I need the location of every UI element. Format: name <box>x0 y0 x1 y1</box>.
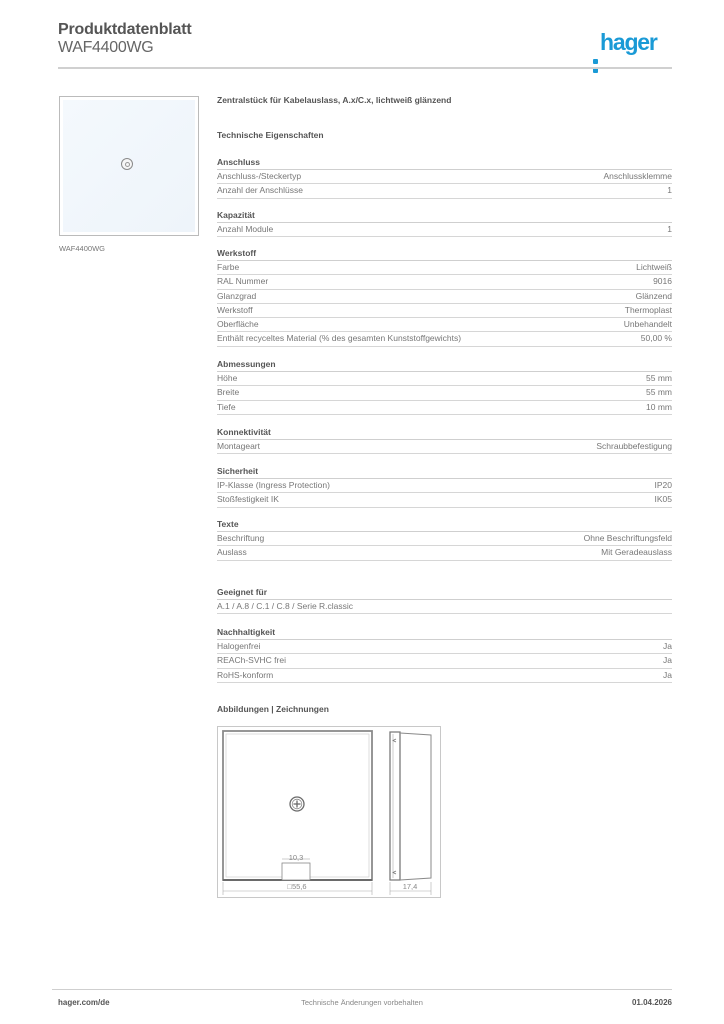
row-label: REACh-SVHC frei <box>217 655 286 666</box>
table-row <box>217 479 672 493</box>
row-value: 55 mm <box>646 373 672 383</box>
table-row <box>217 318 672 332</box>
row-value: Ohne Beschriftungsfeld <box>583 533 672 543</box>
row-value: Unbehandelt <box>623 319 672 330</box>
row-label: Oberfläche <box>217 319 259 330</box>
row-value: IK05 <box>654 494 672 505</box>
row-value: 1 <box>667 224 672 234</box>
row-value: Glänzend <box>635 290 672 301</box>
dim-opening: 10,3 <box>288 853 304 862</box>
section-sicherheit <box>217 465 672 508</box>
row-value: Thermoplast <box>624 304 672 315</box>
section-title: Geeignet für <box>217 586 672 600</box>
table-row <box>217 493 672 507</box>
row-label: Montageart <box>217 441 260 451</box>
product-image <box>59 96 199 236</box>
table-row <box>217 184 672 198</box>
table-row <box>217 223 672 237</box>
header-divider <box>58 67 672 69</box>
row-label: Enthält recyceltes Material (% des gesamten Kunststoffgewichts) <box>217 333 462 344</box>
section-title: Konnektivität <box>217 426 672 440</box>
row-value: 9016 <box>653 276 672 287</box>
row-value: Anschlussklemme <box>603 171 672 181</box>
footer-date: 01.04.2026 <box>631 998 672 1007</box>
section-nachhaltigkeit <box>217 626 672 683</box>
row-label: Glanzgrad <box>217 290 257 301</box>
product-code: WAF4400WG <box>58 39 154 56</box>
dim-width: □55,6 <box>287 882 307 891</box>
row-label: Farbe <box>217 262 240 272</box>
section-kapazitaet <box>217 209 672 237</box>
footer-divider <box>52 989 672 990</box>
tech-properties-title: Technische Eigenschaften <box>217 130 324 140</box>
table-row <box>217 261 672 275</box>
section-title: Texte <box>217 518 672 532</box>
footer-disclaimer: Technische Änderungen vorbehalten <box>301 998 423 1007</box>
hager-logo <box>593 28 657 56</box>
section-title: Anschluss <box>217 156 672 170</box>
row-label: A.1 / A.8 / C.1 / C.8 / Serie R.classic <box>217 601 354 611</box>
table-row <box>217 372 672 386</box>
footer-website-link[interactable]: hager.com/de <box>58 998 110 1007</box>
row-label: RoHS-konform <box>217 669 274 680</box>
row-value: Schraubbefestigung <box>596 441 672 451</box>
section-abbildungen <box>217 704 672 714</box>
row-value: 55 mm <box>646 387 672 398</box>
row-label: Tiefe <box>217 401 236 412</box>
row-value: IP20 <box>654 480 672 490</box>
table-row <box>217 546 672 560</box>
section-texte <box>217 518 672 561</box>
row-value: Ja <box>663 669 672 680</box>
row-value: Mit Geradeauslass <box>601 547 672 558</box>
section-title: Werkstoff <box>217 247 672 261</box>
table-row <box>217 170 672 184</box>
section-geeignet-fuer <box>217 586 672 614</box>
table-row <box>217 654 672 668</box>
section-title: Nachhaltigkeit <box>217 626 672 640</box>
section-konnektivitaet <box>217 426 672 454</box>
row-label: RAL Nummer <box>217 276 269 287</box>
table-row <box>217 640 672 654</box>
row-label: Anschluss-/Steckertyp <box>217 171 302 181</box>
table-row <box>217 386 672 400</box>
row-label: Höhe <box>217 373 238 383</box>
table-row <box>217 532 672 546</box>
row-label: Auslass <box>217 547 247 558</box>
section-title: Abbildungen | Zeichnungen <box>217 704 329 714</box>
section-title: Kapazität <box>217 209 672 223</box>
technical-drawing <box>217 726 441 898</box>
row-label: Beschriftung <box>217 533 265 543</box>
section-title: Abmessungen <box>217 358 672 372</box>
page-title: Produktdatenblatt <box>58 21 192 38</box>
table-row <box>217 600 672 614</box>
section-abmessungen <box>217 358 672 415</box>
row-value: Ja <box>663 655 672 666</box>
row-value: 10 mm <box>646 401 672 412</box>
section-anschluss <box>217 156 672 199</box>
product-description: Zentralstück für Kabelauslass, A.x/C.x, lichtweiß glänzend <box>217 95 452 105</box>
row-label: Werkstoff <box>217 304 253 315</box>
drawing-svg <box>218 727 442 899</box>
section-werkstoff <box>217 247 672 347</box>
row-label: Stoßfestigkeit IK <box>217 494 279 505</box>
table-row <box>217 669 672 683</box>
table-row <box>217 332 672 346</box>
table-row <box>217 304 672 318</box>
table-row <box>217 440 672 454</box>
row-value: 50,00 % <box>640 333 672 344</box>
row-label: Breite <box>217 387 240 398</box>
row-label: Anzahl Module <box>217 224 274 234</box>
row-label: Anzahl der Anschlüsse <box>217 185 303 196</box>
section-title: Sicherheit <box>217 465 672 479</box>
row-value: Lichtweiß <box>636 262 672 272</box>
logo-text: hager <box>600 29 657 55</box>
image-caption: WAF4400WG <box>59 244 105 253</box>
row-label: Halogenfrei <box>217 641 261 651</box>
dim-depth: 17,4 <box>402 882 418 891</box>
row-value: Ja <box>663 641 672 651</box>
screw-icon <box>290 797 304 811</box>
cable-outlet-icon <box>121 158 133 170</box>
row-label: IP-Klasse (Ingress Protection) <box>217 480 330 490</box>
table-row <box>217 290 672 304</box>
table-row <box>217 275 672 289</box>
row-value: 1 <box>667 185 672 196</box>
table-row <box>217 401 672 415</box>
